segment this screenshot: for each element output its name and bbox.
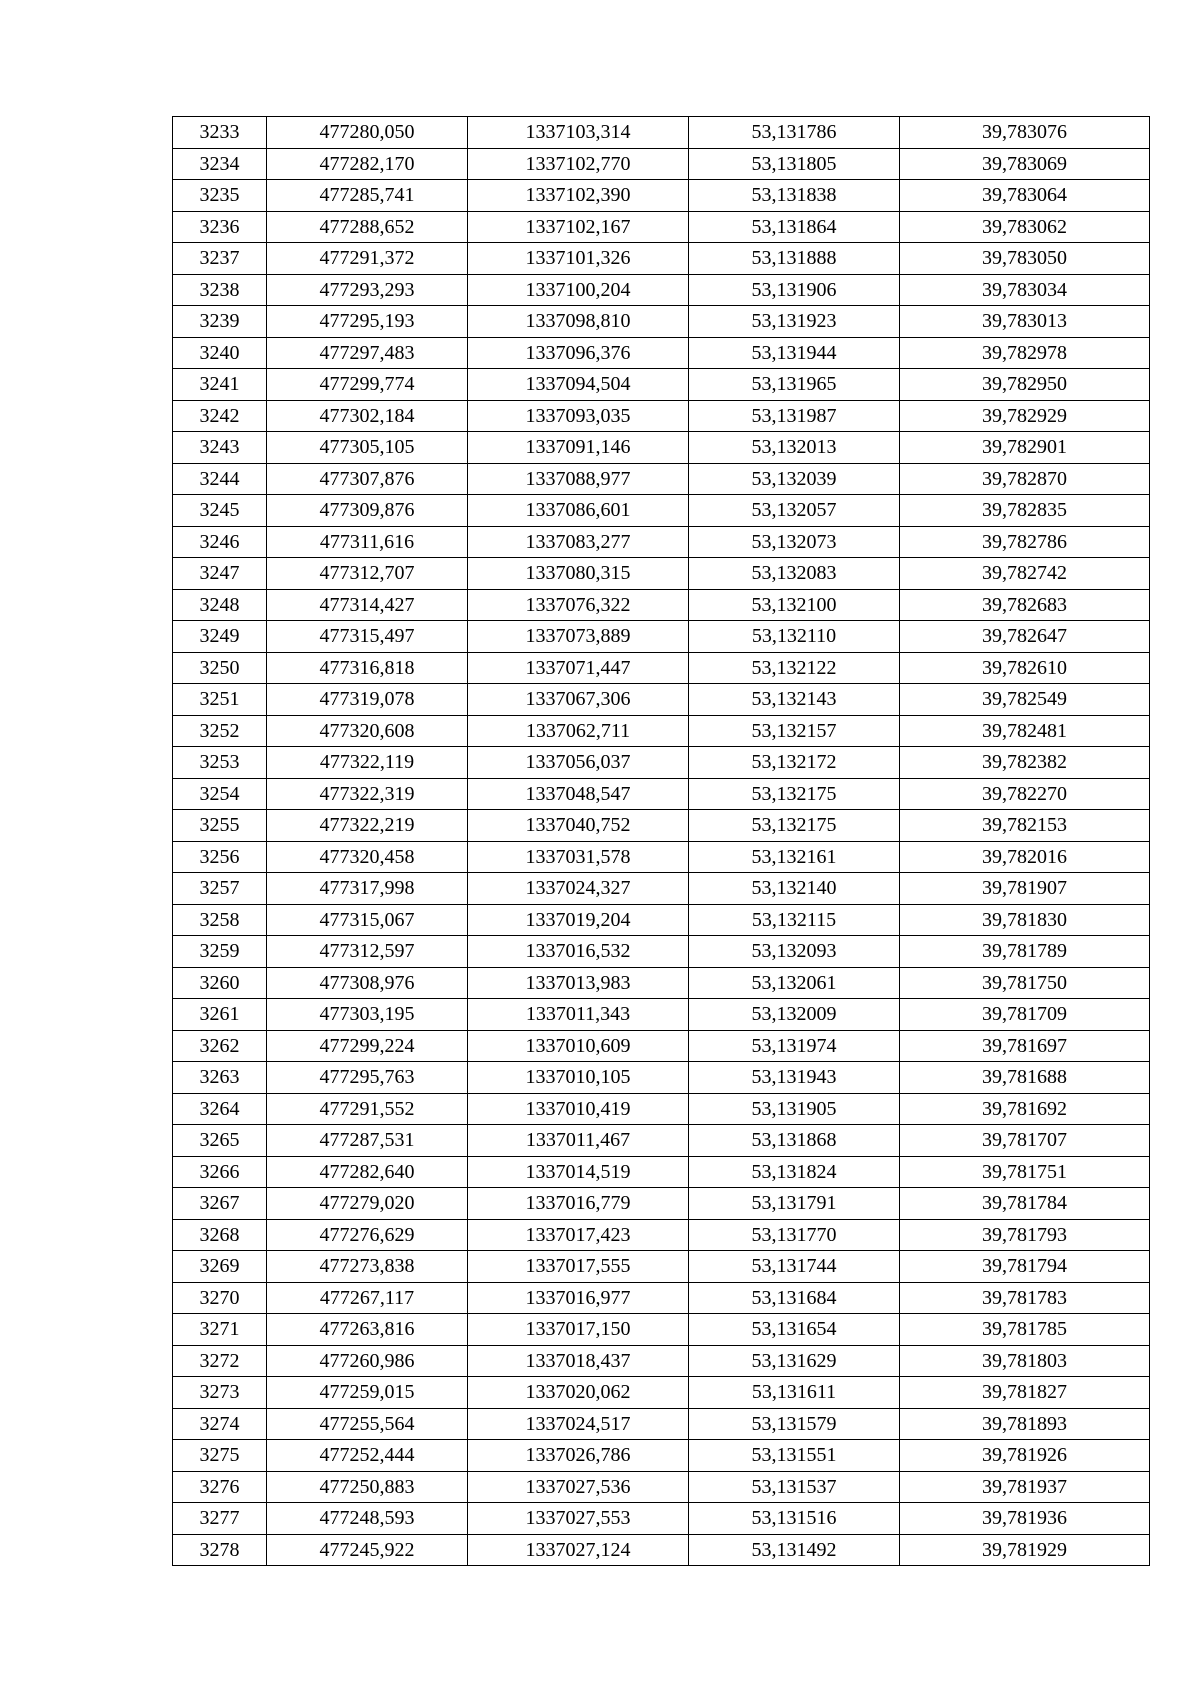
- point-number-cell: 3256: [173, 841, 267, 873]
- longitude-cell: 39,781803: [900, 1345, 1150, 1377]
- table-row: [173, 1534, 1150, 1566]
- point-number-cell: 3253: [173, 747, 267, 779]
- table-row: [173, 1030, 1150, 1062]
- longitude-cell: 39,782742: [900, 558, 1150, 590]
- x-coordinate-cell: 477317,998: [267, 873, 468, 905]
- latitude-cell: 53,131965: [689, 369, 900, 401]
- table-row: [173, 274, 1150, 306]
- x-coordinate-cell: 477303,195: [267, 999, 468, 1031]
- table-row: [173, 1440, 1150, 1472]
- table-row: [173, 526, 1150, 558]
- latitude-cell: 53,132122: [689, 652, 900, 684]
- x-coordinate-cell: 477291,372: [267, 243, 468, 275]
- y-coordinate-cell: 1337024,327: [468, 873, 689, 905]
- point-number-cell: 3235: [173, 180, 267, 212]
- longitude-cell: 39,781785: [900, 1314, 1150, 1346]
- point-number-cell: 3273: [173, 1377, 267, 1409]
- y-coordinate-cell: 1337101,326: [468, 243, 689, 275]
- longitude-cell: 39,781692: [900, 1093, 1150, 1125]
- longitude-cell: 39,782016: [900, 841, 1150, 873]
- longitude-cell: 39,782270: [900, 778, 1150, 810]
- latitude-cell: 53,132013: [689, 432, 900, 464]
- table-row: [173, 1503, 1150, 1535]
- longitude-cell: 39,782835: [900, 495, 1150, 527]
- x-coordinate-cell: 477299,224: [267, 1030, 468, 1062]
- point-number-cell: 3242: [173, 400, 267, 432]
- y-coordinate-cell: 1337027,553: [468, 1503, 689, 1535]
- table-row: [173, 463, 1150, 495]
- y-coordinate-cell: 1337080,315: [468, 558, 689, 590]
- point-number-cell: 3240: [173, 337, 267, 369]
- x-coordinate-cell: 477248,593: [267, 1503, 468, 1535]
- y-coordinate-cell: 1337016,532: [468, 936, 689, 968]
- point-number-cell: 3267: [173, 1188, 267, 1220]
- y-coordinate-cell: 1337017,555: [468, 1251, 689, 1283]
- y-coordinate-cell: 1337100,204: [468, 274, 689, 306]
- x-coordinate-cell: 477285,741: [267, 180, 468, 212]
- longitude-cell: 39,781793: [900, 1219, 1150, 1251]
- longitude-cell: 39,781783: [900, 1282, 1150, 1314]
- table-row: [173, 117, 1150, 149]
- x-coordinate-cell: 477319,078: [267, 684, 468, 716]
- latitude-cell: 53,132110: [689, 621, 900, 653]
- point-number-cell: 3261: [173, 999, 267, 1031]
- y-coordinate-cell: 1337102,390: [468, 180, 689, 212]
- table-row: [173, 1471, 1150, 1503]
- x-coordinate-cell: 477320,608: [267, 715, 468, 747]
- x-coordinate-cell: 477260,986: [267, 1345, 468, 1377]
- latitude-cell: 53,131906: [689, 274, 900, 306]
- latitude-cell: 53,132172: [689, 747, 900, 779]
- longitude-cell: 39,781830: [900, 904, 1150, 936]
- x-coordinate-cell: 477316,818: [267, 652, 468, 684]
- x-coordinate-cell: 477250,883: [267, 1471, 468, 1503]
- latitude-cell: 53,131838: [689, 180, 900, 212]
- latitude-cell: 53,132073: [689, 526, 900, 558]
- point-number-cell: 3259: [173, 936, 267, 968]
- point-number-cell: 3238: [173, 274, 267, 306]
- point-number-cell: 3247: [173, 558, 267, 590]
- latitude-cell: 53,131654: [689, 1314, 900, 1346]
- x-coordinate-cell: 477309,876: [267, 495, 468, 527]
- point-number-cell: 3246: [173, 526, 267, 558]
- table-row: [173, 810, 1150, 842]
- x-coordinate-cell: 477273,838: [267, 1251, 468, 1283]
- latitude-cell: 53,132115: [689, 904, 900, 936]
- y-coordinate-cell: 1337016,779: [468, 1188, 689, 1220]
- longitude-cell: 39,782153: [900, 810, 1150, 842]
- y-coordinate-cell: 1337011,467: [468, 1125, 689, 1157]
- longitude-cell: 39,783064: [900, 180, 1150, 212]
- x-coordinate-cell: 477293,293: [267, 274, 468, 306]
- table-row: [173, 180, 1150, 212]
- y-coordinate-cell: 1337040,752: [468, 810, 689, 842]
- point-number-cell: 3250: [173, 652, 267, 684]
- longitude-cell: 39,781936: [900, 1503, 1150, 1535]
- latitude-cell: 53,131923: [689, 306, 900, 338]
- latitude-cell: 53,131824: [689, 1156, 900, 1188]
- table-row: [173, 747, 1150, 779]
- x-coordinate-cell: 477245,922: [267, 1534, 468, 1566]
- longitude-cell: 39,781707: [900, 1125, 1150, 1157]
- point-number-cell: 3265: [173, 1125, 267, 1157]
- longitude-cell: 39,781784: [900, 1188, 1150, 1220]
- table-row: [173, 1251, 1150, 1283]
- table-row: [173, 715, 1150, 747]
- y-coordinate-cell: 1337010,105: [468, 1062, 689, 1094]
- y-coordinate-cell: 1337096,376: [468, 337, 689, 369]
- longitude-cell: 39,781688: [900, 1062, 1150, 1094]
- longitude-cell: 39,781926: [900, 1440, 1150, 1472]
- x-coordinate-cell: 477312,597: [267, 936, 468, 968]
- longitude-cell: 39,783034: [900, 274, 1150, 306]
- table-row: [173, 400, 1150, 432]
- latitude-cell: 53,131864: [689, 211, 900, 243]
- x-coordinate-cell: 477308,976: [267, 967, 468, 999]
- point-number-cell: 3255: [173, 810, 267, 842]
- point-number-cell: 3252: [173, 715, 267, 747]
- coordinates-table: [172, 116, 1150, 1566]
- latitude-cell: 53,132143: [689, 684, 900, 716]
- y-coordinate-cell: 1337011,343: [468, 999, 689, 1031]
- x-coordinate-cell: 477305,105: [267, 432, 468, 464]
- y-coordinate-cell: 1337073,889: [468, 621, 689, 653]
- point-number-cell: 3275: [173, 1440, 267, 1472]
- y-coordinate-cell: 1337024,517: [468, 1408, 689, 1440]
- y-coordinate-cell: 1337098,810: [468, 306, 689, 338]
- longitude-cell: 39,781709: [900, 999, 1150, 1031]
- x-coordinate-cell: 477295,193: [267, 306, 468, 338]
- latitude-cell: 53,132061: [689, 967, 900, 999]
- point-number-cell: 3278: [173, 1534, 267, 1566]
- x-coordinate-cell: 477320,458: [267, 841, 468, 873]
- longitude-cell: 39,781893: [900, 1408, 1150, 1440]
- point-number-cell: 3269: [173, 1251, 267, 1283]
- longitude-cell: 39,782549: [900, 684, 1150, 716]
- y-coordinate-cell: 1337027,536: [468, 1471, 689, 1503]
- x-coordinate-cell: 477322,119: [267, 747, 468, 779]
- x-coordinate-cell: 477259,015: [267, 1377, 468, 1409]
- point-number-cell: 3237: [173, 243, 267, 275]
- table-row: [173, 1188, 1150, 1220]
- y-coordinate-cell: 1337102,770: [468, 148, 689, 180]
- y-coordinate-cell: 1337086,601: [468, 495, 689, 527]
- y-coordinate-cell: 1337103,314: [468, 117, 689, 149]
- point-number-cell: 3276: [173, 1471, 267, 1503]
- longitude-cell: 39,781751: [900, 1156, 1150, 1188]
- table-row: [173, 1093, 1150, 1125]
- x-coordinate-cell: 477311,616: [267, 526, 468, 558]
- latitude-cell: 53,132083: [689, 558, 900, 590]
- table-row: [173, 873, 1150, 905]
- point-number-cell: 3270: [173, 1282, 267, 1314]
- longitude-cell: 39,782647: [900, 621, 1150, 653]
- y-coordinate-cell: 1337014,519: [468, 1156, 689, 1188]
- point-number-cell: 3257: [173, 873, 267, 905]
- latitude-cell: 53,131791: [689, 1188, 900, 1220]
- x-coordinate-cell: 477322,219: [267, 810, 468, 842]
- point-number-cell: 3234: [173, 148, 267, 180]
- x-coordinate-cell: 477312,707: [267, 558, 468, 590]
- table-row: [173, 1219, 1150, 1251]
- y-coordinate-cell: 1337010,419: [468, 1093, 689, 1125]
- longitude-cell: 39,781750: [900, 967, 1150, 999]
- x-coordinate-cell: 477297,483: [267, 337, 468, 369]
- latitude-cell: 53,131974: [689, 1030, 900, 1062]
- latitude-cell: 53,131684: [689, 1282, 900, 1314]
- table-row: [173, 684, 1150, 716]
- y-coordinate-cell: 1337020,062: [468, 1377, 689, 1409]
- table-row: [173, 495, 1150, 527]
- table-row: [173, 1125, 1150, 1157]
- table-row: [173, 652, 1150, 684]
- latitude-cell: 53,131868: [689, 1125, 900, 1157]
- longitude-cell: 39,782481: [900, 715, 1150, 747]
- x-coordinate-cell: 477280,050: [267, 117, 468, 149]
- x-coordinate-cell: 477302,184: [267, 400, 468, 432]
- longitude-cell: 39,782950: [900, 369, 1150, 401]
- y-coordinate-cell: 1337093,035: [468, 400, 689, 432]
- y-coordinate-cell: 1337010,609: [468, 1030, 689, 1062]
- table-row: [173, 1345, 1150, 1377]
- longitude-cell: 39,782978: [900, 337, 1150, 369]
- x-coordinate-cell: 477314,427: [267, 589, 468, 621]
- x-coordinate-cell: 477267,117: [267, 1282, 468, 1314]
- y-coordinate-cell: 1337083,277: [468, 526, 689, 558]
- longitude-cell: 39,783069: [900, 148, 1150, 180]
- longitude-cell: 39,781937: [900, 1471, 1150, 1503]
- table-row: [173, 558, 1150, 590]
- point-number-cell: 3243: [173, 432, 267, 464]
- x-coordinate-cell: 477322,319: [267, 778, 468, 810]
- table-row: [173, 841, 1150, 873]
- latitude-cell: 53,131492: [689, 1534, 900, 1566]
- table-row: [173, 243, 1150, 275]
- x-coordinate-cell: 477291,552: [267, 1093, 468, 1125]
- longitude-cell: 39,782382: [900, 747, 1150, 779]
- point-number-cell: 3239: [173, 306, 267, 338]
- longitude-cell: 39,782929: [900, 400, 1150, 432]
- latitude-cell: 53,131770: [689, 1219, 900, 1251]
- point-number-cell: 3266: [173, 1156, 267, 1188]
- longitude-cell: 39,782901: [900, 432, 1150, 464]
- table-row: [173, 1282, 1150, 1314]
- longitude-cell: 39,782683: [900, 589, 1150, 621]
- table-row: [173, 1314, 1150, 1346]
- point-number-cell: 3248: [173, 589, 267, 621]
- y-coordinate-cell: 1337048,547: [468, 778, 689, 810]
- longitude-cell: 39,782870: [900, 463, 1150, 495]
- y-coordinate-cell: 1337026,786: [468, 1440, 689, 1472]
- table-row: [173, 306, 1150, 338]
- latitude-cell: 53,131805: [689, 148, 900, 180]
- point-number-cell: 3272: [173, 1345, 267, 1377]
- table-row: [173, 621, 1150, 653]
- y-coordinate-cell: 1337017,423: [468, 1219, 689, 1251]
- y-coordinate-cell: 1337018,437: [468, 1345, 689, 1377]
- x-coordinate-cell: 477288,652: [267, 211, 468, 243]
- x-coordinate-cell: 477282,170: [267, 148, 468, 180]
- longitude-cell: 39,783062: [900, 211, 1150, 243]
- longitude-cell: 39,782610: [900, 652, 1150, 684]
- point-number-cell: 3245: [173, 495, 267, 527]
- point-number-cell: 3274: [173, 1408, 267, 1440]
- y-coordinate-cell: 1337013,983: [468, 967, 689, 999]
- point-number-cell: 3251: [173, 684, 267, 716]
- latitude-cell: 53,132175: [689, 778, 900, 810]
- latitude-cell: 53,131579: [689, 1408, 900, 1440]
- table-row: [173, 1408, 1150, 1440]
- y-coordinate-cell: 1337076,322: [468, 589, 689, 621]
- point-number-cell: 3254: [173, 778, 267, 810]
- table-row: [173, 589, 1150, 621]
- latitude-cell: 53,131551: [689, 1440, 900, 1472]
- longitude-cell: 39,781794: [900, 1251, 1150, 1283]
- y-coordinate-cell: 1337067,306: [468, 684, 689, 716]
- latitude-cell: 53,132009: [689, 999, 900, 1031]
- table-row: [173, 211, 1150, 243]
- table-row: [173, 1377, 1150, 1409]
- point-number-cell: 3268: [173, 1219, 267, 1251]
- point-number-cell: 3264: [173, 1093, 267, 1125]
- latitude-cell: 53,132157: [689, 715, 900, 747]
- point-number-cell: 3244: [173, 463, 267, 495]
- x-coordinate-cell: 477279,020: [267, 1188, 468, 1220]
- table-row: [173, 432, 1150, 464]
- latitude-cell: 53,132161: [689, 841, 900, 873]
- y-coordinate-cell: 1337102,167: [468, 211, 689, 243]
- x-coordinate-cell: 477315,497: [267, 621, 468, 653]
- y-coordinate-cell: 1337056,037: [468, 747, 689, 779]
- longitude-cell: 39,781697: [900, 1030, 1150, 1062]
- latitude-cell: 53,131611: [689, 1377, 900, 1409]
- latitude-cell: 53,131943: [689, 1062, 900, 1094]
- longitude-cell: 39,781929: [900, 1534, 1150, 1566]
- x-coordinate-cell: 477282,640: [267, 1156, 468, 1188]
- y-coordinate-cell: 1337091,146: [468, 432, 689, 464]
- point-number-cell: 3271: [173, 1314, 267, 1346]
- latitude-cell: 53,132093: [689, 936, 900, 968]
- table-row: [173, 999, 1150, 1031]
- x-coordinate-cell: 477287,531: [267, 1125, 468, 1157]
- table-row: [173, 1062, 1150, 1094]
- y-coordinate-cell: 1337017,150: [468, 1314, 689, 1346]
- table-row: [173, 967, 1150, 999]
- point-number-cell: 3258: [173, 904, 267, 936]
- latitude-cell: 53,131786: [689, 117, 900, 149]
- longitude-cell: 39,782786: [900, 526, 1150, 558]
- point-number-cell: 3262: [173, 1030, 267, 1062]
- point-number-cell: 3241: [173, 369, 267, 401]
- x-coordinate-cell: 477276,629: [267, 1219, 468, 1251]
- point-number-cell: 3260: [173, 967, 267, 999]
- latitude-cell: 53,131905: [689, 1093, 900, 1125]
- latitude-cell: 53,131516: [689, 1503, 900, 1535]
- longitude-cell: 39,781907: [900, 873, 1150, 905]
- y-coordinate-cell: 1337027,124: [468, 1534, 689, 1566]
- latitude-cell: 53,131744: [689, 1251, 900, 1283]
- y-coordinate-cell: 1337071,447: [468, 652, 689, 684]
- latitude-cell: 53,131987: [689, 400, 900, 432]
- longitude-cell: 39,781827: [900, 1377, 1150, 1409]
- x-coordinate-cell: 477315,067: [267, 904, 468, 936]
- coordinates-table-body: [173, 117, 1150, 1566]
- longitude-cell: 39,783050: [900, 243, 1150, 275]
- latitude-cell: 53,131944: [689, 337, 900, 369]
- latitude-cell: 53,132100: [689, 589, 900, 621]
- point-number-cell: 3249: [173, 621, 267, 653]
- y-coordinate-cell: 1337016,977: [468, 1282, 689, 1314]
- x-coordinate-cell: 477263,816: [267, 1314, 468, 1346]
- latitude-cell: 53,132175: [689, 810, 900, 842]
- table-row: [173, 936, 1150, 968]
- point-number-cell: 3233: [173, 117, 267, 149]
- table-row: [173, 778, 1150, 810]
- latitude-cell: 53,131537: [689, 1471, 900, 1503]
- latitude-cell: 53,131629: [689, 1345, 900, 1377]
- point-number-cell: 3277: [173, 1503, 267, 1535]
- latitude-cell: 53,132140: [689, 873, 900, 905]
- y-coordinate-cell: 1337031,578: [468, 841, 689, 873]
- table-row: [173, 148, 1150, 180]
- x-coordinate-cell: 477252,444: [267, 1440, 468, 1472]
- latitude-cell: 53,131888: [689, 243, 900, 275]
- y-coordinate-cell: 1337019,204: [468, 904, 689, 936]
- latitude-cell: 53,132057: [689, 495, 900, 527]
- point-number-cell: 3263: [173, 1062, 267, 1094]
- x-coordinate-cell: 477299,774: [267, 369, 468, 401]
- table-row: [173, 369, 1150, 401]
- table-row: [173, 1156, 1150, 1188]
- longitude-cell: 39,783076: [900, 117, 1150, 149]
- table-row: [173, 337, 1150, 369]
- point-number-cell: 3236: [173, 211, 267, 243]
- y-coordinate-cell: 1337088,977: [468, 463, 689, 495]
- x-coordinate-cell: 477255,564: [267, 1408, 468, 1440]
- latitude-cell: 53,132039: [689, 463, 900, 495]
- y-coordinate-cell: 1337062,711: [468, 715, 689, 747]
- table-row: [173, 904, 1150, 936]
- x-coordinate-cell: 477307,876: [267, 463, 468, 495]
- y-coordinate-cell: 1337094,504: [468, 369, 689, 401]
- longitude-cell: 39,783013: [900, 306, 1150, 338]
- x-coordinate-cell: 477295,763: [267, 1062, 468, 1094]
- longitude-cell: 39,781789: [900, 936, 1150, 968]
